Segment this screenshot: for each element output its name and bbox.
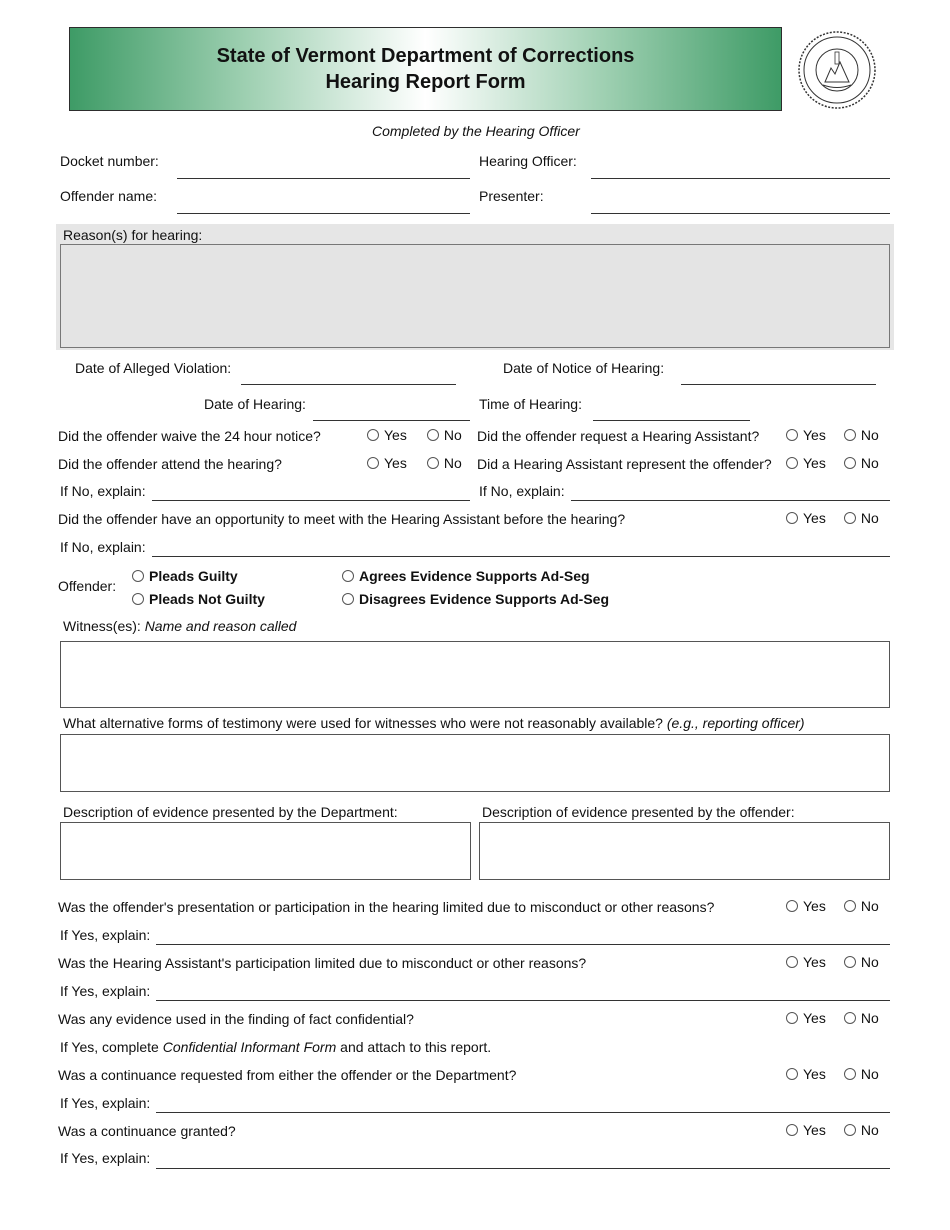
radio-icon (786, 1012, 798, 1024)
agrees-adseg-option[interactable]: Agrees Evidence Supports Ad-Seg (342, 568, 590, 584)
attend-explain-field[interactable] (152, 500, 470, 501)
radio-icon (786, 429, 798, 441)
continuance-granted-options (786, 1122, 879, 1138)
evidence-department-label: Description of evidence presented by the Department: (63, 804, 398, 820)
date-alleged-violation-label: Date of Alleged Violation: (75, 360, 232, 376)
alt-testimony-label: What alternative forms of testimony were used for witnesses who were not reasonably available? (e.g., reporting officer) (63, 715, 805, 731)
hearing-officer-label: Hearing Officer: (479, 153, 577, 169)
radio-icon (786, 512, 798, 524)
reasons-label: Reason(s) for hearing: (63, 227, 203, 243)
radio-icon (844, 457, 856, 469)
attend-no[interactable]: No (427, 455, 462, 471)
assistant-limited-yes[interactable]: Yes (786, 954, 826, 970)
date-notice-field[interactable] (681, 384, 876, 385)
witness-label: Witness(es): Name and reason called (63, 618, 297, 634)
continuance-requested-options (786, 1066, 879, 1082)
assistant-limited-question: Was the Hearing Assistant's participation limited due to misconduct or other reasons? (58, 955, 587, 971)
pleads-not-guilty-option[interactable]: Pleads Not Guilty (132, 591, 265, 607)
radio-icon (844, 429, 856, 441)
continuance-requested-explain-label: If Yes, explain: (60, 1095, 151, 1111)
continuance-granted-no[interactable]: No (844, 1122, 879, 1138)
request-assistant-question: Did the offender request a Hearing Assistant? (477, 428, 760, 444)
radio-icon (786, 457, 798, 469)
disagrees-adseg-option[interactable]: Disagrees Evidence Supports Ad-Seg (342, 591, 609, 607)
plea-label: Offender: (58, 578, 117, 594)
waive-notice-yes[interactable]: Yes (367, 427, 407, 443)
continuance-granted-yes[interactable]: Yes (786, 1122, 826, 1138)
assistant-limited-no[interactable]: No (844, 954, 879, 970)
radio-icon (367, 457, 379, 469)
meet-assistant-options (786, 510, 879, 526)
assistant-represent-options (786, 455, 879, 471)
attend-question: Did the offender attend the hearing? (58, 456, 282, 472)
vermont-doc-seal-icon (797, 30, 877, 110)
continuance-granted-explain-label: If Yes, explain: (60, 1150, 151, 1166)
pleads-guilty-option[interactable]: Pleads Guilty (132, 568, 238, 584)
limited-presentation-explain-field[interactable] (156, 944, 890, 945)
confidential-options (786, 1010, 879, 1026)
waive-notice-question: Did the offender waive the 24 hour notice? (58, 428, 321, 444)
assistant-represent-no[interactable]: No (844, 455, 879, 471)
date-notice-label: Date of Notice of Hearing: (503, 360, 665, 376)
radio-icon (844, 512, 856, 524)
assistant-limited-explain-field[interactable] (156, 1000, 890, 1001)
represent-explain-field[interactable] (571, 500, 890, 501)
radio-icon (342, 593, 354, 605)
date-hearing-label: Date of Hearing: (204, 396, 306, 412)
continuance-granted-explain-field[interactable] (156, 1168, 890, 1169)
header-title-line2: Hearing Report Form (325, 71, 526, 93)
confidential-note: If Yes, complete Confidential Informant Form and attach to this report. (60, 1039, 492, 1055)
continuance-granted-question: Was a continuance granted? (58, 1123, 236, 1139)
continuance-requested-question: Was a continuance requested from either the offender or the Department? (58, 1067, 517, 1083)
radio-icon (786, 1068, 798, 1080)
meet-explain-field[interactable] (152, 556, 890, 557)
evidence-offender-textbox[interactable] (479, 822, 890, 880)
represent-explain-label: If No, explain: (479, 483, 565, 499)
form-header (69, 27, 782, 111)
radio-icon (844, 956, 856, 968)
attend-yes[interactable]: Yes (367, 455, 407, 471)
limited-presentation-explain-label: If Yes, explain: (60, 927, 151, 943)
meet-explain-label: If No, explain: (60, 539, 146, 555)
request-assistant-yes[interactable]: Yes (786, 427, 826, 443)
alt-testimony-textbox[interactable] (60, 734, 890, 792)
radio-icon (132, 570, 144, 582)
request-assistant-no[interactable]: No (844, 427, 879, 443)
presenter-field[interactable] (591, 213, 890, 214)
radio-icon (367, 429, 379, 441)
radio-icon (844, 1068, 856, 1080)
docket-number-label: Docket number: (60, 153, 159, 169)
request-assistant-options (786, 427, 879, 443)
continuance-requested-no[interactable]: No (844, 1066, 879, 1082)
confidential-no[interactable]: No (844, 1010, 879, 1026)
radio-icon (844, 1012, 856, 1024)
witness-textbox[interactable] (60, 641, 890, 708)
assistant-represent-question: Did a Hearing Assistant represent the offender? (477, 456, 772, 472)
attend-explain-label: If No, explain: (60, 483, 146, 499)
meet-assistant-question: Did the offender have an opportunity to meet with the Hearing Assistant before the hearing? (58, 511, 626, 527)
time-hearing-field[interactable] (593, 420, 750, 421)
waive-notice-options (367, 427, 462, 443)
docket-number-field[interactable] (177, 178, 470, 179)
radio-icon (427, 429, 439, 441)
confidential-yes[interactable]: Yes (786, 1010, 826, 1026)
waive-notice-no[interactable]: No (427, 427, 462, 443)
reasons-textbox[interactable] (60, 244, 890, 348)
radio-icon (844, 900, 856, 912)
time-hearing-label: Time of Hearing: (479, 396, 582, 412)
assistant-represent-yes[interactable]: Yes (786, 455, 826, 471)
radio-icon (786, 900, 798, 912)
meet-assistant-no[interactable]: No (844, 510, 879, 526)
assistant-limited-options (786, 954, 879, 970)
limited-presentation-question: Was the offender's presentation or participation in the hearing limited due to misconduct or other reasons? (58, 899, 715, 915)
evidence-offender-label: Description of evidence presented by the offender: (482, 804, 795, 820)
presenter-label: Presenter: (479, 188, 544, 204)
date-hearing-field[interactable] (313, 420, 470, 421)
completed-by-note: Completed by the Hearing Officer (372, 123, 580, 139)
radio-icon (427, 457, 439, 469)
assistant-limited-explain-label: If Yes, explain: (60, 983, 151, 999)
evidence-department-textbox[interactable] (60, 822, 471, 880)
offender-name-field[interactable] (177, 213, 470, 214)
attend-options (367, 455, 462, 471)
continuance-requested-explain-field[interactable] (156, 1112, 890, 1113)
radio-icon (844, 1124, 856, 1136)
limited-presentation-yes[interactable]: Yes (786, 898, 826, 914)
limited-presentation-no[interactable]: No (844, 898, 879, 914)
date-alleged-violation-field[interactable] (241, 384, 456, 385)
hearing-officer-field[interactable] (591, 178, 890, 179)
radio-icon (786, 956, 798, 968)
offender-name-label: Offender name: (60, 188, 158, 204)
meet-assistant-yes[interactable]: Yes (786, 510, 826, 526)
radio-icon (786, 1124, 798, 1136)
radio-icon (342, 570, 354, 582)
header-title-line1: State of Vermont Department of Corrections (216, 45, 635, 67)
limited-presentation-options (786, 898, 879, 914)
continuance-requested-yes[interactable]: Yes (786, 1066, 826, 1082)
confidential-question: Was any evidence used in the finding of fact confidential? (58, 1011, 414, 1027)
radio-icon (132, 593, 144, 605)
